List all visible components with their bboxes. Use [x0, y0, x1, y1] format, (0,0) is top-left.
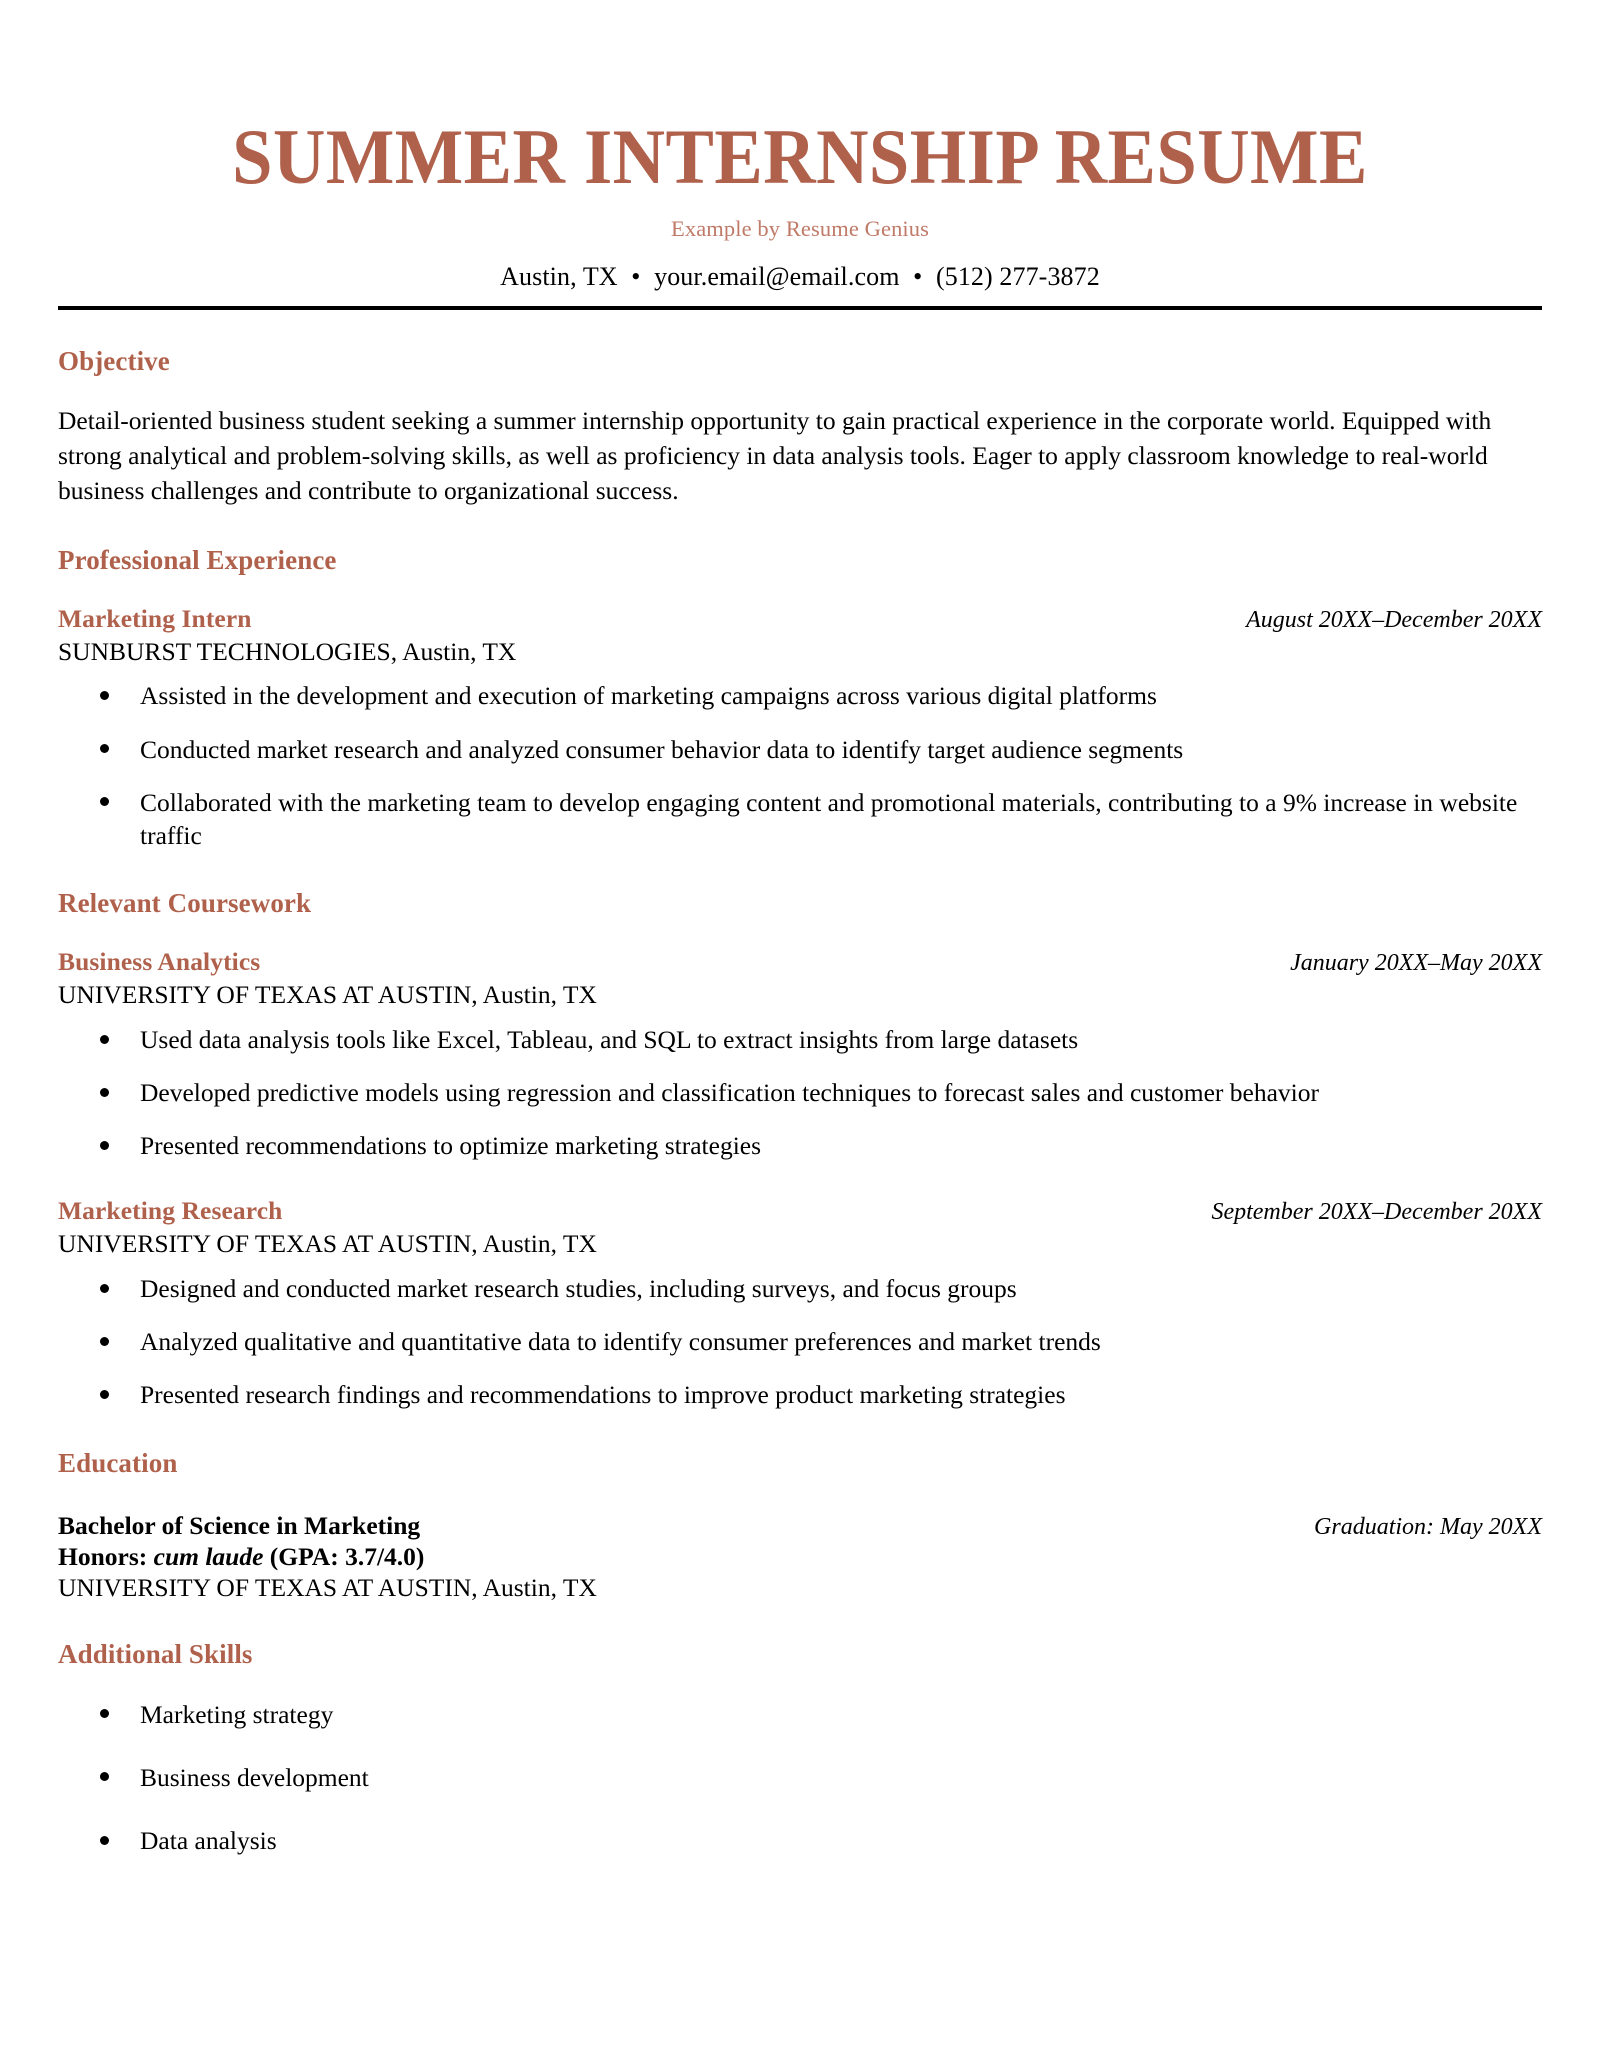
objective-text: Detail-oriented business student seeking a summer internship opportunity to gain practical experience in the corporate world. Equipped with strong analytical and problem-solving skills, as well as proficiency in data analysis tools. Eager to apply classroom knowledge to real-world business challenges and contribute to organizational success. — [58, 406, 1492, 506]
list-item — [58, 1325, 1542, 1358]
list-item-text: Assisted in the development and execution of marketing campaigns across various digital platforms — [140, 681, 1157, 711]
contact-line — [58, 262, 1542, 292]
list-item — [58, 1761, 1542, 1794]
coursework-entry-header — [58, 1196, 1542, 1226]
list-item-text: Used data analysis tools like Excel, Tableau, and SQL to extract insights from large datasets — [140, 1024, 1079, 1054]
bullet-dot-icon — [100, 797, 109, 806]
bullet-dot-icon — [100, 1284, 109, 1293]
bullet-dot-icon — [100, 1709, 109, 1718]
list-item — [58, 1129, 1542, 1162]
education-entry-header — [58, 1511, 1542, 1541]
coursework-entry — [58, 947, 1542, 1162]
contact-phone[interactable]: (512) 277-3872 — [935, 262, 1100, 291]
coursework-course-title: Marketing Research — [58, 1196, 283, 1226]
list-item — [58, 1824, 1542, 1857]
education-honors — [58, 1542, 1542, 1572]
list-item-text: Presented research findings and recommendations to improve product marketing strategies — [140, 1380, 1066, 1410]
entry-spacer — [58, 1162, 1542, 1168]
education-honors-prefix: Honors: — [58, 1541, 154, 1571]
list-item-text: Conducted market research and analyzed consumer behavior data to identify target audience segments — [140, 734, 1184, 764]
coursework-institution: UNIVERSITY OF TEXAS AT AUSTIN, Austin, TX — [58, 1229, 597, 1259]
list-item — [58, 1023, 1542, 1056]
section-heading-objective: Objective — [58, 346, 170, 376]
contact-separator-2: • — [913, 262, 923, 291]
coursework-bullet-list — [58, 1272, 1542, 1411]
resume-subtitle: Example by Resume Genius — [671, 216, 929, 241]
section-education — [58, 1448, 1542, 1603]
coursework-course-date: January 20XX–May 20XX — [1290, 950, 1542, 976]
coursework-bullet-list — [58, 1023, 1542, 1162]
section-objective — [58, 346, 1542, 509]
list-item-text: Data analysis — [140, 1825, 277, 1855]
education-honors-latin: cum laude — [153, 1541, 264, 1571]
bullet-dot-icon — [100, 1088, 109, 1097]
bullet-dot-icon — [100, 1035, 109, 1044]
contact-email[interactable]: your.email@email.com — [654, 262, 900, 291]
list-item — [58, 733, 1542, 766]
list-item — [58, 1378, 1542, 1411]
bullet-dot-icon — [100, 1772, 109, 1781]
page-title: SUMMER INTERNSHIP RESUME — [232, 113, 1368, 200]
list-item-text: Developed predictive models using regression and classification techniques to forecast sales and customer behavior — [140, 1078, 1320, 1108]
section-coursework — [58, 888, 1542, 1412]
contact-separator-1: • — [631, 262, 641, 291]
list-item — [58, 1272, 1542, 1305]
list-item — [58, 679, 1542, 712]
header-divider — [58, 306, 1542, 310]
section-heading-coursework: Relevant Coursework — [58, 888, 312, 918]
bullet-dot-icon — [100, 744, 109, 753]
list-item-text: Designed and conducted market research studies, including surveys, and focus groups — [140, 1274, 1017, 1304]
education-honors-gpa: (GPA: 3.7/4.0) — [263, 1541, 425, 1571]
list-item — [58, 786, 1542, 852]
list-item-text: Collaborated with the marketing team to develop engaging content and promotional materials, contributing to a 9% increase in website traffic — [140, 787, 1518, 850]
bullet-dot-icon — [100, 691, 109, 700]
list-item-text: Presented recommendations to optimize marketing strategies — [140, 1131, 762, 1161]
list-item-text: Business development — [140, 1762, 369, 1792]
section-skills — [58, 1639, 1542, 1857]
skills-list — [58, 1698, 1542, 1857]
experience-entry — [58, 604, 1542, 852]
coursework-course-date: September 20XX–December 20XX — [1211, 1199, 1542, 1226]
coursework-institution: UNIVERSITY OF TEXAS AT AUSTIN, Austin, TX — [58, 980, 597, 1009]
resume-header — [58, 0, 1542, 310]
bullet-dot-icon — [100, 1836, 109, 1845]
experience-job-date: August 20XX–December 20XX — [1246, 606, 1542, 633]
section-heading-education: Education — [58, 1447, 178, 1478]
bullet-dot-icon — [100, 1337, 109, 1346]
experience-employer: SUNBURST TECHNOLOGIES, Austin, TX — [58, 636, 517, 666]
list-item — [58, 1076, 1542, 1109]
experience-entry-header — [58, 604, 1542, 634]
education-graduation-date: Graduation: May 20XX — [1314, 1513, 1542, 1540]
section-heading-experience: Professional Experience — [58, 544, 337, 575]
contact-location: Austin, TX — [500, 262, 618, 291]
list-item — [58, 1698, 1542, 1731]
experience-job-title: Marketing Intern — [58, 603, 252, 633]
section-experience — [58, 545, 1542, 852]
list-item-text: Marketing strategy — [140, 1699, 334, 1729]
experience-bullet-list — [58, 679, 1542, 852]
bullet-dot-icon — [100, 1141, 109, 1150]
coursework-entry-header — [58, 947, 1542, 977]
list-item-text: Analyzed qualitative and quantitative data to identify consumer preferences and market trends — [140, 1327, 1101, 1357]
bullet-dot-icon — [100, 1390, 109, 1399]
education-degree: Bachelor of Science in Marketing — [58, 1510, 421, 1540]
coursework-entry — [58, 1196, 1542, 1411]
education-school: UNIVERSITY OF TEXAS AT AUSTIN, Austin, TX — [58, 1572, 597, 1602]
coursework-course-title: Business Analytics — [58, 947, 261, 976]
section-heading-skills: Additional Skills — [58, 1638, 253, 1669]
